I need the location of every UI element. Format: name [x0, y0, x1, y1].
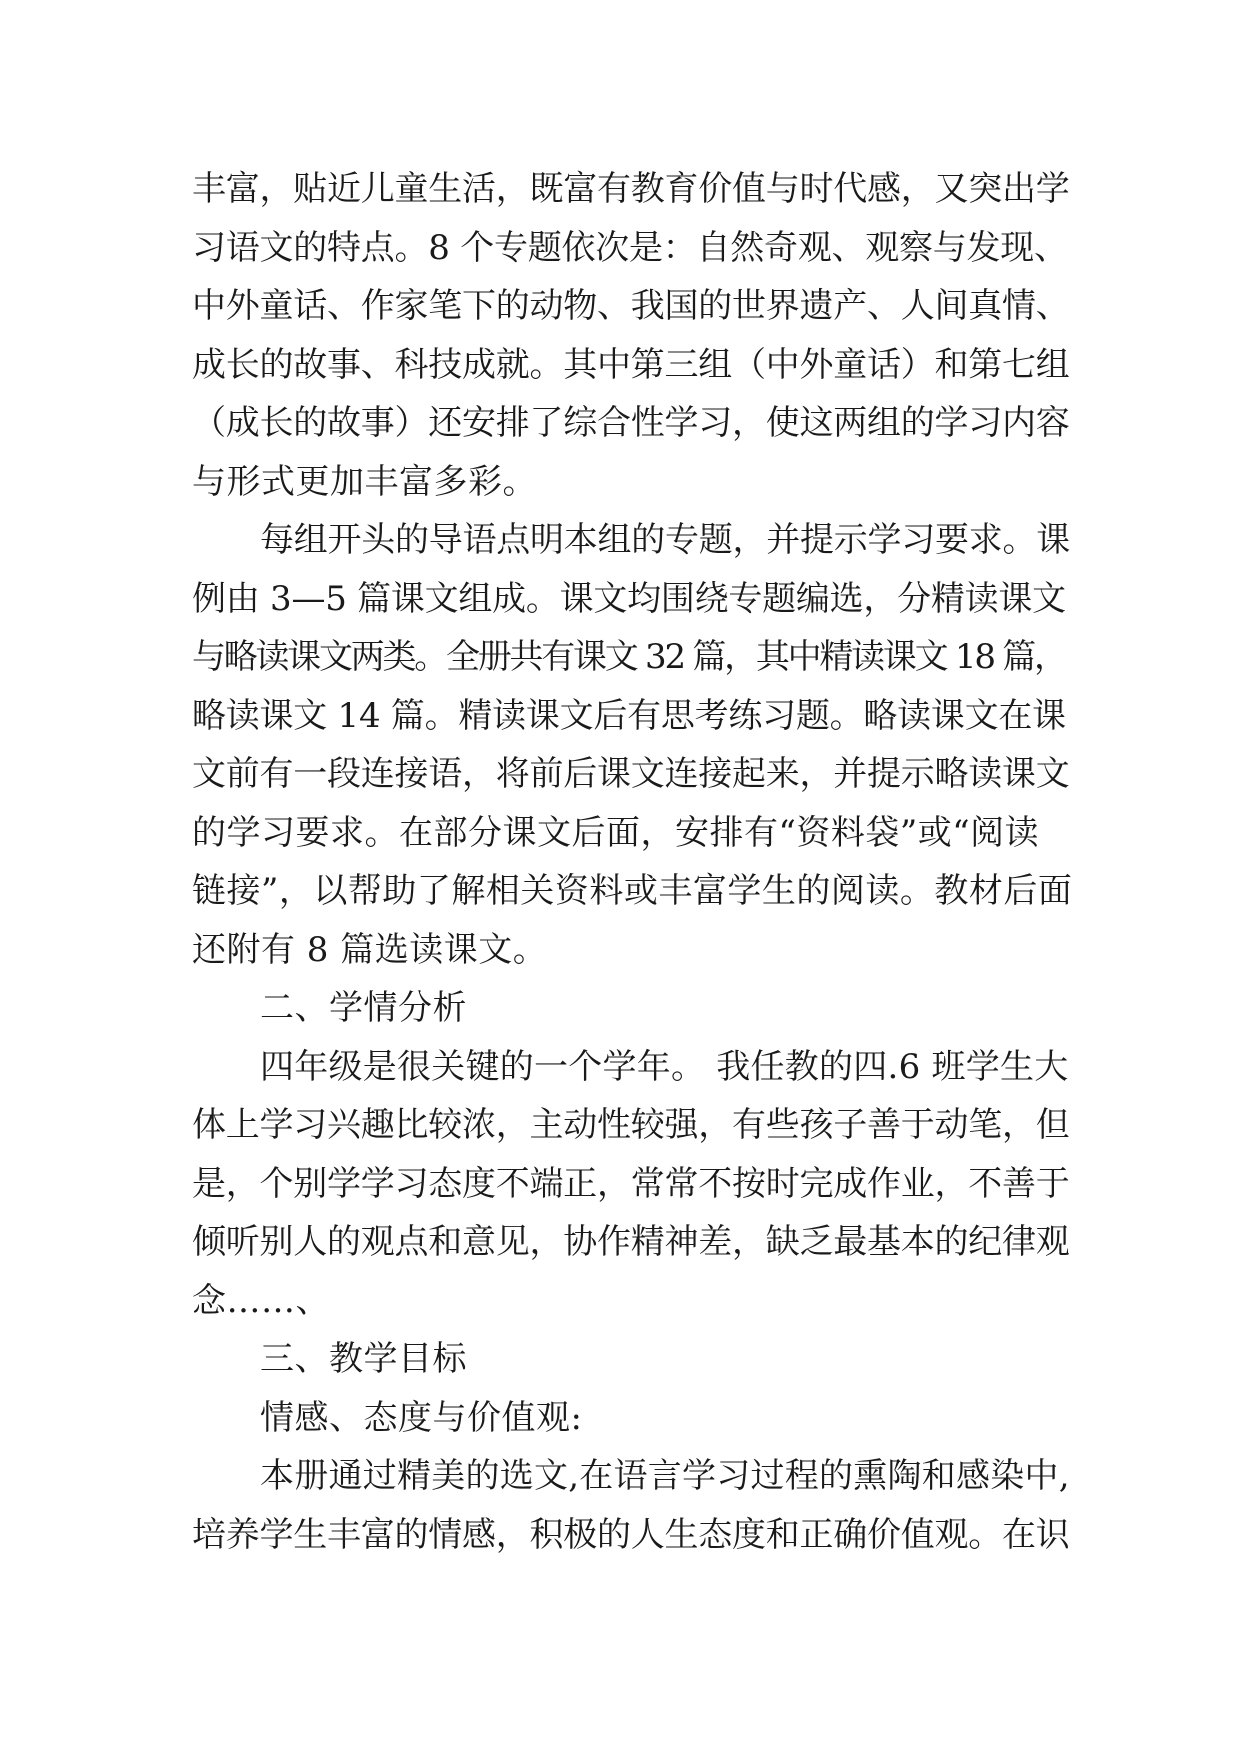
- text-line: 倾听别人的观点和意见，协作精神差，缺乏最基本的纪律观: [192, 1222, 1070, 1262]
- body-text: [192, 160, 1072, 1564]
- subsection-heading: 情感、态度与价值观:: [260, 1397, 583, 1438]
- text-line: 成长的故事、科技成就。其中第三组（中外童话）和第七组: [192, 344, 1070, 385]
- text-line: 与形式更加丰富多彩。: [192, 461, 537, 502]
- text-line: 是，个别学学习态度不端正，常常不按时完成作业，不善于: [192, 1163, 1070, 1204]
- paragraph-first-line: 每组开头的导语点明本组的专题，并提示学习要求。课: [260, 520, 1070, 560]
- text-line: 培养学生丰富的情感，积极的人生态度和正确价值观。在识: [192, 1514, 1070, 1555]
- paragraph-first-line: 四年级是很关键的一个学年。 我任教的四.6 班学生大: [260, 1046, 1069, 1087]
- text-line: 还附有 8 篇选读课文。: [192, 929, 548, 970]
- text-line: （成长的故事）还安排了综合性学习，使这两组的学习内容: [192, 403, 1070, 443]
- text-line: 链接”，以帮助了解相关资料或丰富学生的阅读。教材后面: [192, 871, 1073, 911]
- text-line: 文前有一段连接语，将前后课文连接起来，并提示略读课文: [192, 754, 1070, 794]
- text-line: 体上学习兴趣比较浓，主动性较强，有些孩子善于动笔，但: [192, 1105, 1070, 1145]
- section-heading: 三、教学目标: [260, 1339, 467, 1379]
- text-line: 念……、: [192, 1280, 330, 1321]
- text-line: 习语文的特点。8 个专题依次是：自然奇观、观察与发现、: [192, 227, 1068, 268]
- text-line: 略读课文 14 篇。精读课文后有思考练习题。略读课文在课: [192, 695, 1066, 736]
- section-heading: 二、学情分析: [260, 988, 467, 1028]
- text-line: 与略读课文两类。全册共有课文 32 篇，其中精读课文 18 篇，: [192, 637, 1066, 677]
- text-line: 丰富，贴近儿童生活，既富有教育价值与时代感，又突出学: [192, 169, 1070, 209]
- paragraph-first-line: 本册通过精美的选文,在语言学习过程的熏陶和感染中,: [260, 1456, 1070, 1496]
- text-line: 例由 3—5 篇课文组成。课文均围绕专题编选，分精读课文: [192, 578, 1066, 619]
- text-line: 的学习要求。在部分课文后面，安排有“资料袋”或“阅读: [192, 812, 1040, 853]
- text-line: 中外童话、作家笔下的动物、我国的世界遗产、人间真情、: [192, 286, 1070, 326]
